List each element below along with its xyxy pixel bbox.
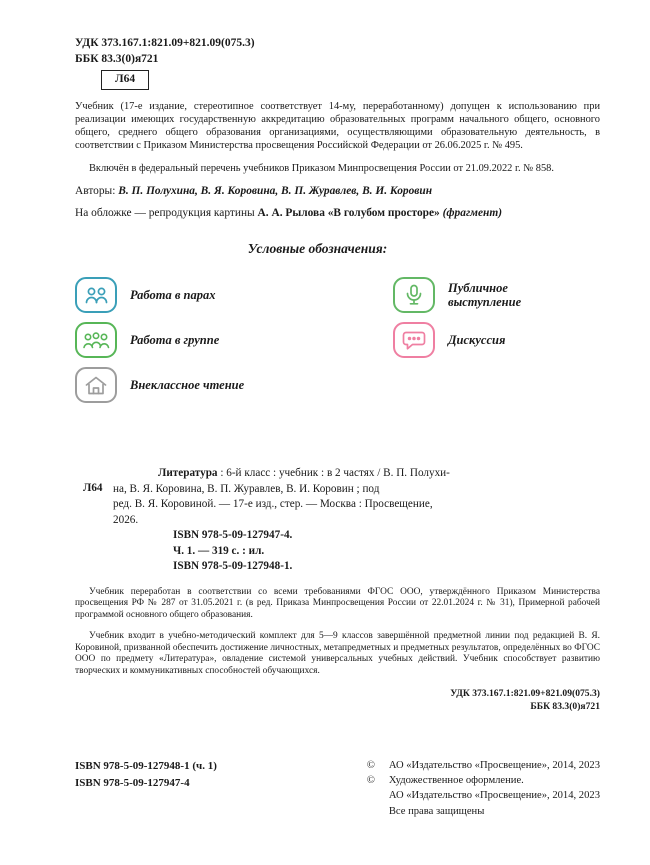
legend-item-label: Дискуссия xyxy=(448,332,506,347)
legend-item xyxy=(393,322,600,358)
catalog-book-title: Литература xyxy=(158,467,218,480)
isbn-line: ISBN 978-5-09-127947-4. xyxy=(173,529,293,542)
catalog-line: на, В. Я. Коровина, В. П. Журавлев, В. И. Коровин ; под xyxy=(113,482,380,495)
legend xyxy=(75,277,600,412)
copyright-line xyxy=(367,773,600,788)
copyright-text: АО «Издательство «Просвещение», 2014, 2023 xyxy=(388,790,600,802)
fgos-paragraph: Учебник переработан в соответствии со всеми требованиями ФГОС ООО, утверждённого Приказом Министерства просвещения РФ № 287 от 31.05.2021 г. (в ред. Приказа Минпросвещения России от 22.01.2024 г. № 31), Примерной рабочей программой основного общего образования. xyxy=(75,586,600,620)
legend-item xyxy=(75,367,393,403)
footer-isbn-1: ISBN 978-5-09-127948-1 (ч. 1) xyxy=(75,759,217,772)
legend-item-label: Внеклассное чтение xyxy=(130,377,245,392)
copyright-line xyxy=(367,804,600,819)
legend-item xyxy=(75,322,393,358)
pair-work-icon xyxy=(75,277,117,313)
catalog-line xyxy=(113,466,600,481)
copyright-line xyxy=(367,758,600,773)
approval-paragraph: Учебник (17-е издание, стереотипное соответствует 14-му, переработанному) допущен к использованию при реализации имеющих государственную аккредитацию образовательных программ начального общего, основного общего, среднего общего образования организациями, осуществляющими образовательную деятельность, в соответствии с Приказом Министерства просвещения Российской Федерации от 26.06.2025 г. № 495. xyxy=(75,100,600,151)
authors-label: Авторы: xyxy=(75,185,116,198)
catalog-card xyxy=(83,466,600,574)
cover-painting-title: А. А. Рылова «В голубом просторе» xyxy=(257,207,440,220)
part-line: Ч. 1. — 319 с. : ил. xyxy=(173,544,265,557)
book-code-box: Л64 xyxy=(101,70,149,90)
copyright-symbol: © xyxy=(366,775,375,787)
isbn-line: ISBN 978-5-09-127948-1. xyxy=(173,560,293,573)
udk-number: УДК 373.167.1:821.09+821.09(075.3) xyxy=(75,37,255,49)
legend-item-label: Работа в группе xyxy=(130,332,220,347)
footer xyxy=(75,758,600,819)
udk-bottom: УДК 373.167.1:821.09+821.09(075.3) xyxy=(450,687,600,699)
cover-fragment-note: (фрагмент) xyxy=(439,207,502,220)
copyright-text: Художественное оформление. xyxy=(388,775,524,787)
footer-isbn-2: ISBN 978-5-09-127947-4 xyxy=(75,776,190,789)
catalog-line-text: : 6-й класс : учебник : в 2 частях / В. П. Полухи- xyxy=(217,467,450,480)
home-reading-icon xyxy=(75,367,117,403)
authors-line xyxy=(75,185,600,197)
authors-names: В. П. Полухина, В. Я. Коровина, В. П. Журавлев, В. И. Коровин xyxy=(118,185,433,198)
catalog-line: 2026. xyxy=(113,513,139,526)
copyright-text: Все права защищены xyxy=(388,805,485,817)
inclusion-paragraph: Включён в федеральный перечень учебников Приказом Минпросвещения России от 21.09.2022 г. № 858. xyxy=(89,162,554,174)
copyright-symbol xyxy=(367,804,389,819)
legend-item xyxy=(75,277,393,313)
catalog-code: Л64 xyxy=(83,482,103,495)
umk-paragraph: Учебник входит в учебно-методический комплект для 5—9 классов завершённой предметной линии под редакцией В. Я. Коровиной, призванной обеспечить достижение личностных, метапредметных и предметных результатов, определённых во ФГОС ООО по предмету «Литература», овладение системой универсальных учебных действий. Учебник способствует развитию творческих и коммуникативных способностей обучающихся. xyxy=(75,630,600,676)
cover-note-prefix: На обложке — репродукция картины xyxy=(75,207,258,220)
public-speech-icon xyxy=(393,277,435,313)
copyright-symbol xyxy=(367,788,389,803)
bbk-bottom: ББК 83.3(0)я721 xyxy=(530,701,600,713)
copyright-line xyxy=(367,788,600,803)
legend-item-label: Публичное выступление xyxy=(448,280,522,310)
bbk-number: ББК 83.3(0)я721 xyxy=(75,52,159,65)
group-work-icon xyxy=(75,322,117,358)
discussion-icon xyxy=(393,322,435,358)
copyright-text: АО «Издательство «Просвещение», 2014, 2023 xyxy=(388,759,600,771)
copyright-symbol: © xyxy=(366,759,375,771)
cover-note xyxy=(75,207,600,219)
legend-title: Условные обозначения: xyxy=(247,241,388,257)
catalog-line: ред. В. Я. Коровиной. — 17-е изд., стер. — Москва : Просвещение, xyxy=(113,498,433,511)
legend-item-label: Работа в парах xyxy=(130,287,216,302)
legend-item xyxy=(393,277,600,313)
